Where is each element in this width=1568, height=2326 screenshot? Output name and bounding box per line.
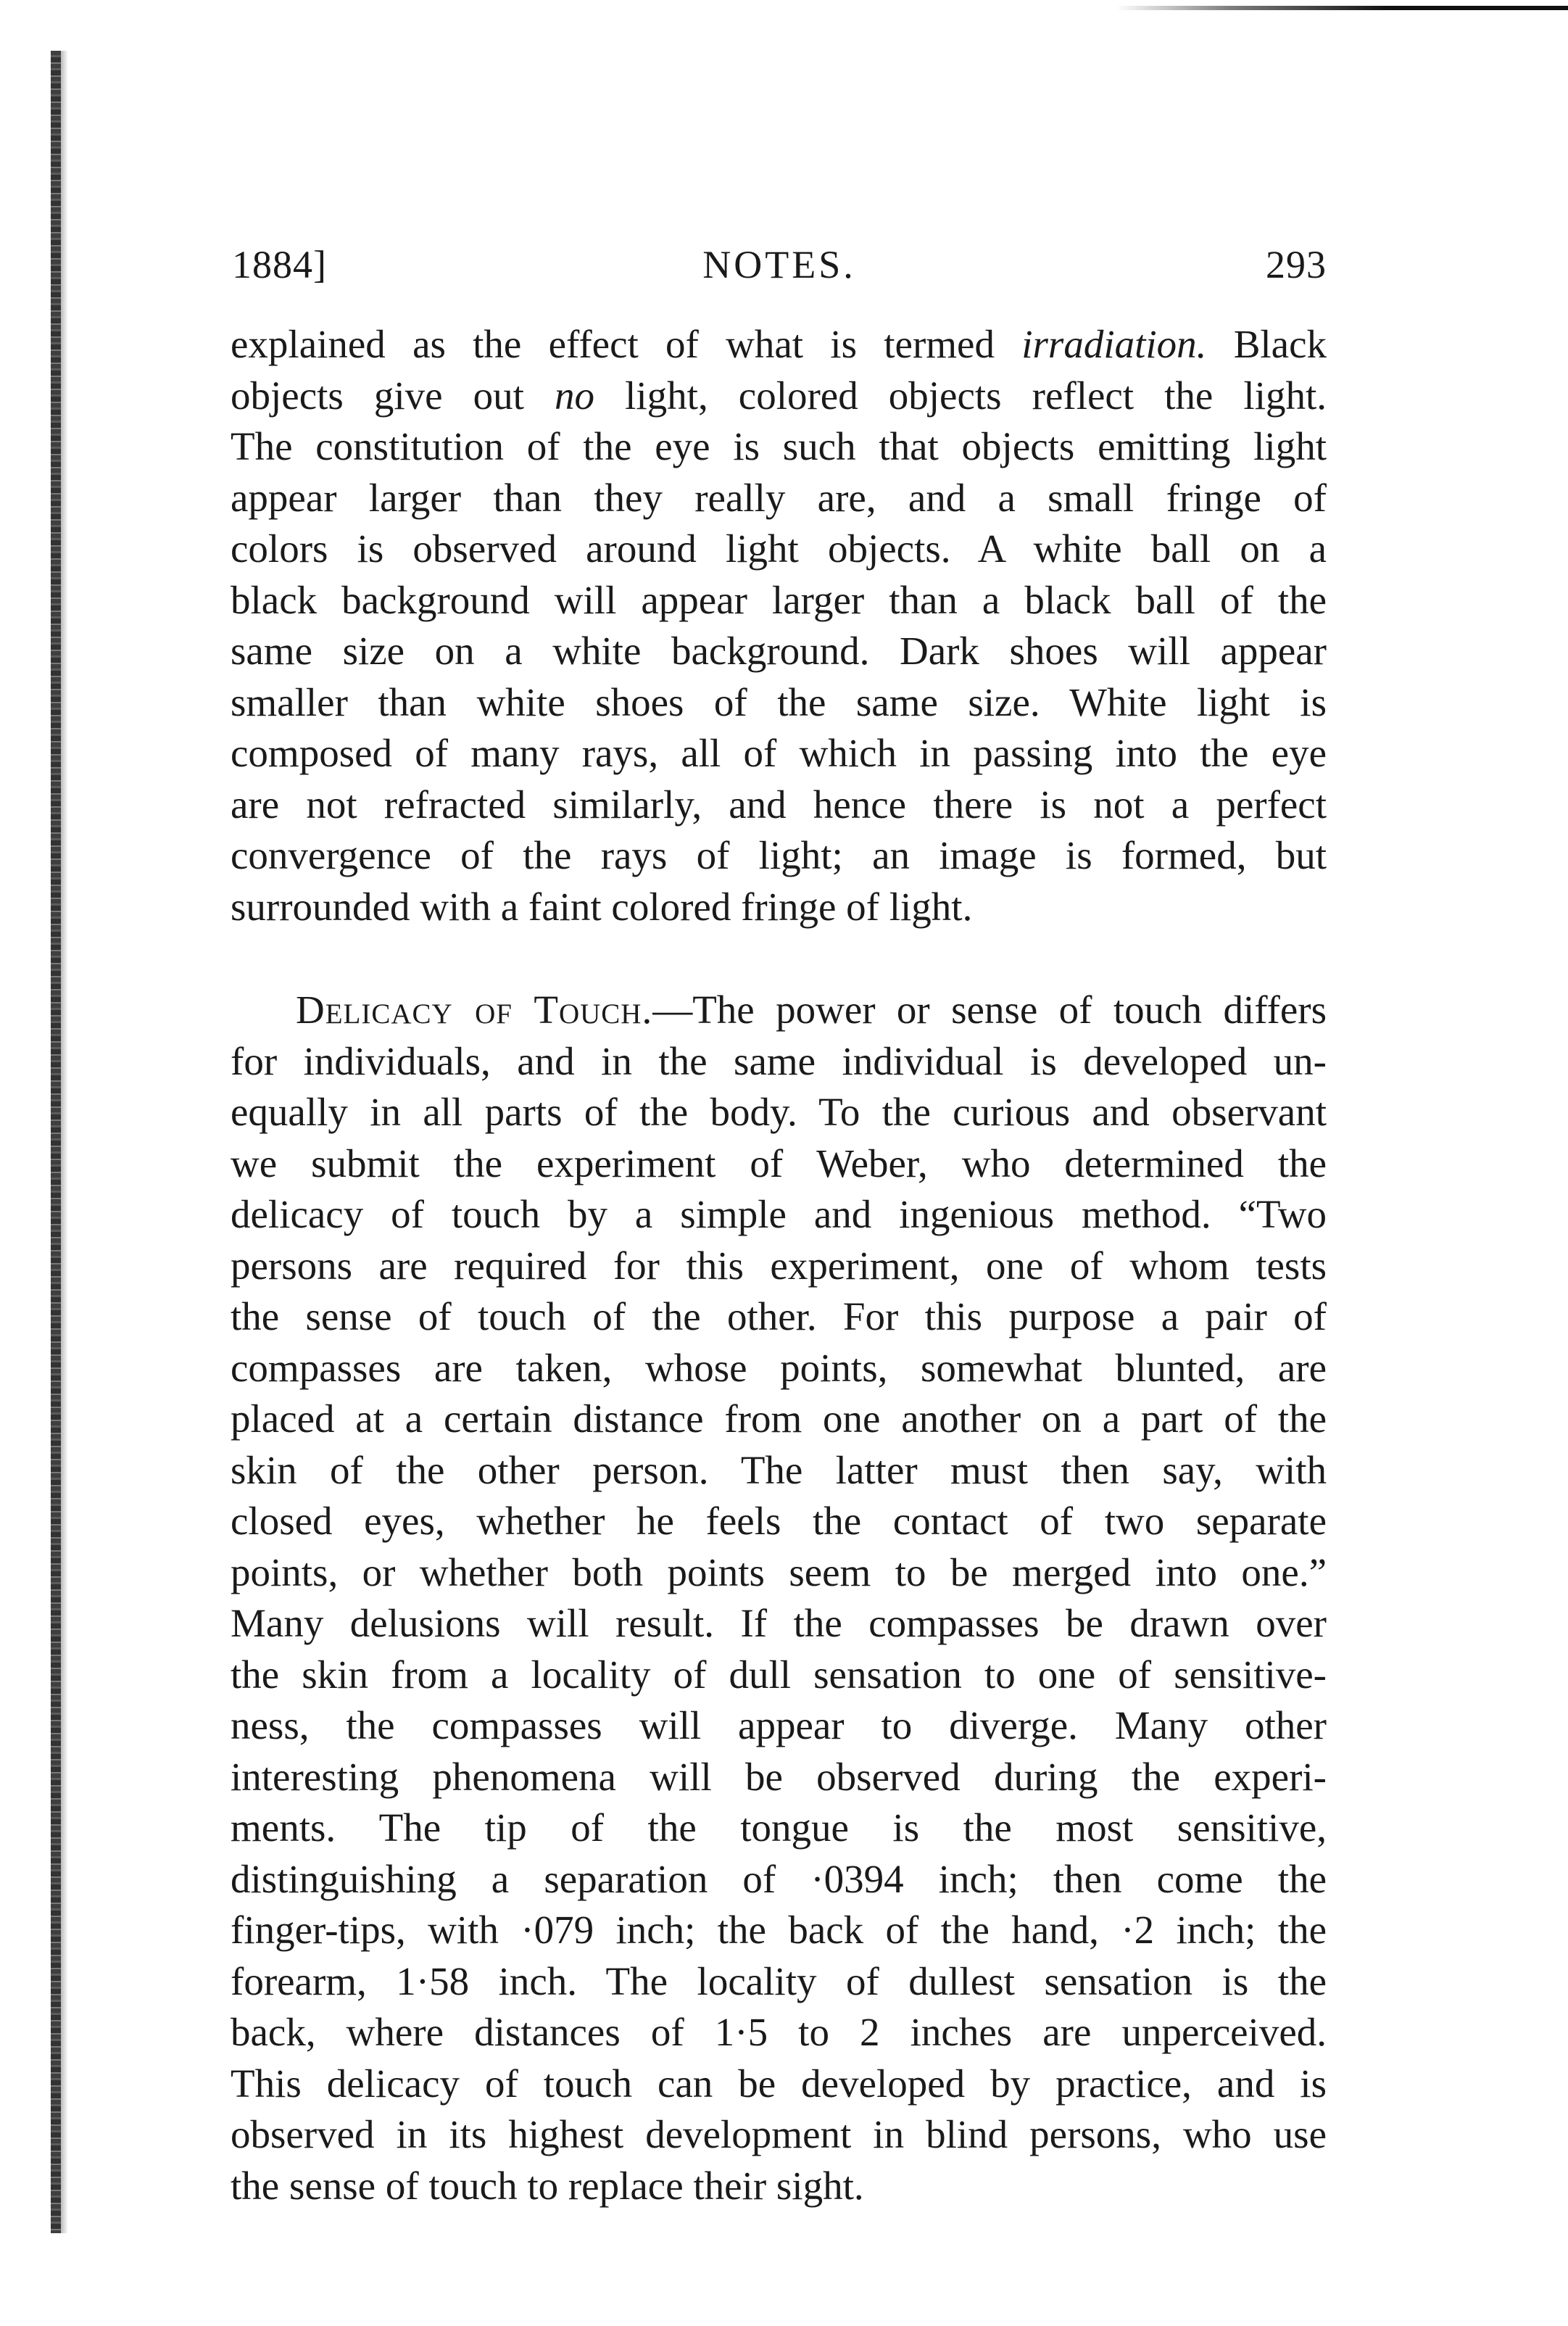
text-line: back, where distances of 1·5 to 2 inches are unperceived. (231, 2010, 1327, 2054)
text-line: the skin from a locality of dull sensation to one of sensitive- (231, 1652, 1327, 1697)
text-line: delicacy of touch by a simple and ingenious method. “Two (231, 1192, 1327, 1236)
page-number: 293 (1266, 243, 1327, 286)
text-line: interesting phenomena will be observed during the experi- (231, 1754, 1327, 1799)
text-line: are not refracted similarly, and hence there is not a perfect (231, 782, 1327, 827)
paragraph-gap (231, 932, 1327, 985)
text-line: persons are required for this experiment, one of whom tests (231, 1243, 1327, 1288)
text-line: black background will appear larger than a black ball of the (231, 577, 1327, 622)
text-line: smaller than white shoes of the same size. White light is (231, 679, 1327, 724)
running-header (232, 242, 1327, 300)
page-body (231, 319, 1327, 2211)
text-line: skin of the other person. The latter must then say, with (231, 1447, 1327, 1492)
text-line: objects give out no light, colored objects reflect the light. (231, 373, 1327, 418)
text-line: compasses are taken, whose points, somewhat blunted, are (231, 1345, 1327, 1390)
text-line: Delicacy of Touch.—The power or sense of touch differs (296, 988, 1327, 1032)
text-line: for individuals, and in the same individual is developed un- (231, 1038, 1327, 1083)
text-line: convergence of the rays of light; an image is formed, but (231, 833, 1327, 877)
text-line: the sense of touch to replace their sight. (231, 2163, 864, 2208)
text-line: This delicacy of touch can be developed by practice, and is (231, 2061, 1327, 2106)
text-line: explained as the effect of what is termed irradiation. Black (231, 322, 1327, 366)
header-title: NOTES. (702, 243, 856, 286)
text-line: appear larger than they really are, and a small fringe of (231, 475, 1327, 520)
text-line: surrounded with a faint colored fringe of light. (231, 884, 973, 929)
text-line: same size on a white background. Dark shoes will appear (231, 629, 1327, 673)
text-line: distinguishing a separation of ·0394 inch; then come the (231, 1856, 1327, 1901)
top-rule (1116, 6, 1568, 10)
section-heading: Delicacy of Touch. (296, 988, 653, 1032)
text-line: the sense of touch of the other. For this purpose a pair of (231, 1294, 1327, 1338)
text-line: closed eyes, whether he feels the contact of two separate (231, 1499, 1327, 1543)
binding-shadow (61, 51, 68, 2233)
text-line: Many delusions will result. If the compasses be drawn over (231, 1601, 1327, 1645)
text-line: we submit the experiment of Weber, who determined the (231, 1141, 1327, 1185)
paragraph-irradiation (231, 319, 1327, 932)
text-line: placed at a certain distance from one another on a part of the (231, 1396, 1327, 1441)
text-line: ments. The tip of the tongue is the most sensitive, (231, 1805, 1327, 1850)
text-line: composed of many rays, all of which in passing into the eye (231, 731, 1327, 775)
header-year: 1884] (232, 243, 327, 286)
text-line: points, or whether both points seem to be merged into one.” (231, 1549, 1327, 1594)
binding-gutter (51, 51, 61, 2233)
text-line: observed in its highest development in blind persons, who use (231, 2112, 1327, 2156)
text-line: The constitution of the eye is such that objects emitting light (231, 424, 1327, 468)
text-line: finger-tips, with ·079 inch; the back of the hand, ·2 inch; the (231, 1908, 1327, 1952)
text-line: colors is observed around light objects. A white ball on a (231, 526, 1327, 571)
text-line: ness, the compasses will appear to diverge. Many other (231, 1703, 1327, 1747)
text-line: equally in all parts of the body. To the curious and observant (231, 1090, 1327, 1134)
paragraph-delicacy-of-touch (231, 985, 1327, 2211)
text-line: forearm, 1·58 inch. The locality of dullest sensation is the (231, 1958, 1327, 2003)
